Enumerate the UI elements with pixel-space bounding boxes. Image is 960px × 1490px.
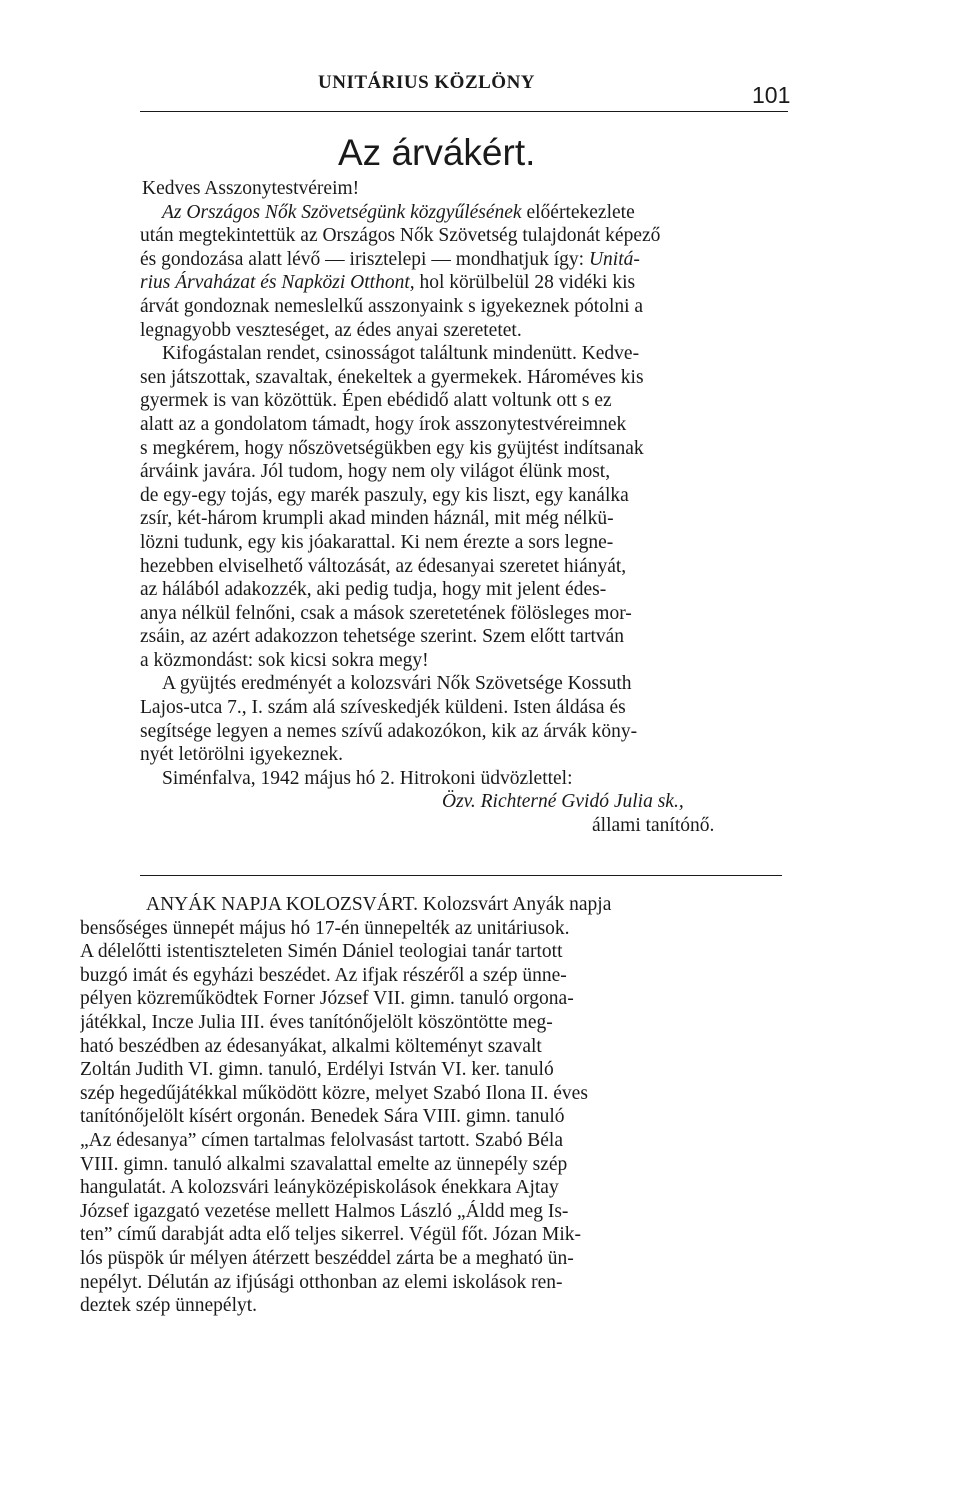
news-line: bensőséges ünnepét május hó 17-én ünnepelték az unitáriusok. [80, 917, 570, 939]
salutation: Kedves Asszonytestvéreim! [142, 178, 360, 199]
paragraph-line: a közmondást: sok kicsi sokra megy! [140, 649, 429, 671]
paragraph-line: gyermek is van közöttük. Épen ebédidő alatt voltunk ott s ez [140, 390, 612, 412]
paragraph-line: legnagyobb veszteséget, az édes anyai szeretetet. [140, 319, 522, 341]
news-line: lós püspök úr mélyen átérzett beszéddel zárta be a megható ün- [80, 1247, 574, 1269]
paragraph-line: az hálából adakozzék, aki pedig tudja, hogy mit jelent édes- [140, 579, 607, 601]
paragraph-line: lözni tudunk, egy kis jóakarattal. Ki nem érezte a sors legne- [140, 531, 614, 553]
paragraph-line: zsír, két-három krumpli akad minden háznál, mit még nélkü- [140, 508, 614, 530]
news-line: ten” című darabját adta elő teljes sikerrel. Végül főt. Józan Mik- [80, 1224, 582, 1246]
section-divider [140, 875, 782, 876]
paragraph-line: és gondozása alatt lévő — irisztelepi — mondhatjuk így: Unitá- [140, 248, 640, 270]
page-number: 101 [752, 82, 791, 108]
paragraph-line: A gyüjtés eredményét a kolozsvári Nők Szövetsége Kossuth [162, 673, 632, 695]
news-line: Zoltán Judith VI. gimn. tanuló, Erdélyi István VI. ker. tanuló [80, 1059, 554, 1081]
header-rule [140, 111, 788, 112]
paragraph-line: s megkérem, hogy nőszövetségükben egy kis gyüjtést indítsanak [140, 437, 644, 459]
paragraph-line: árváink javára. Jól tudom, hogy nem oly világot élünk most, [140, 461, 611, 483]
article-body [140, 177, 788, 838]
paragraph-line: zsáin, az azért adakozzon tehetsége szerint. Szem előtt tartván [140, 626, 625, 648]
paragraph-line: nyét letörölni igyekeznek. [140, 744, 344, 766]
signature: Özv. Richterné Gvidó Julia sk., [442, 791, 684, 813]
paragraph-line: alatt az a gondolatom támadt, hogy írok asszonytestvéreimnek [140, 413, 627, 435]
paragraph-line: után megtekintettük az Országos Nők Szövetség tulajdonát képező [140, 225, 661, 247]
paragraph-line: Az Országos Nők Szövetségünk közgyűlésének előértekezlete [162, 201, 635, 223]
news-line: VIII. gimn. tanuló alkalmi szavalattal emelte az ünnepély szép [80, 1153, 568, 1175]
dateline: Siménfalva, 1942 május hó 2. Hitrokoni üdvözlettel: [162, 767, 573, 789]
paragraph-line: anya nélkül felnőni, csak a mások szeretetének fölösleges mor- [140, 602, 632, 624]
news-line: tanítónőjelölt kísért orgonán. Benedek Sára VIII. gimn. tanuló [80, 1106, 565, 1128]
paragraph-line: de egy-egy tojás, egy marék paszuly, egy kis liszt, egy kanálka [140, 484, 629, 506]
news-line: buzgó imát és egyházi beszédet. Az ifjak részéről a szép ünne- [80, 964, 567, 986]
paragraph-line: Kifogástalan rendet, csinosságot találtunk mindenütt. Kedve- [162, 343, 640, 365]
paragraph-line: hezebben elviselhető változását, az édesanyai szeretet hiányát, [140, 555, 627, 577]
news-line: A délelőtti istentiszteleten Simén Dániel teologiai tanár tartott [80, 941, 563, 963]
journal-title: UNITÁRIUS KÖZLÖNY [318, 72, 536, 93]
paragraph-line: árvát gondoznak nemeslelkű asszonyaink s igyekeznek pótolni a [140, 295, 644, 317]
news-line: játékkal, Incze Julia III. éves tanítónőjelölt köszöntötte meg- [80, 1011, 553, 1033]
article-title: Az árvákért. [338, 132, 536, 173]
paragraph-line: Lajos-utca 7., I. szám alá szíveskedjék küldeni. Isten áldása és [140, 697, 626, 719]
news-line: nepélyt. Délután az ifjúsági otthonban az elemi iskolások ren- [80, 1271, 563, 1293]
paragraph-line: segítsége legyen a nemes szívű adakozókon, kik az árvák köny- [140, 720, 638, 742]
news-item [80, 893, 790, 1318]
paragraph-line: rius Árvaházat és Napközi Otthont, hol körülbelül 28 vidéki kis [140, 272, 636, 294]
news-line: pélyen közreműködtek Forner József VII. gimn. tanuló orgona- [80, 988, 574, 1010]
news-line: ható beszédben az édesanyákat, alkalmi költeményt szavalt [80, 1035, 542, 1057]
paragraph-line: sen játszottak, szavaltak, énekeltek a gyermekek. Hároméves kis [140, 366, 644, 388]
news-headline-line: ANYÁK NAPJA KOLOZSVÁRT. Kolozsvárt Anyák napja [146, 894, 612, 915]
news-line: hangulatát. A kolozsvári leányközépiskolások énekkara Ajtay [80, 1177, 559, 1199]
news-line: deztek szép ünnepélyt. [80, 1295, 258, 1317]
signature-title: állami tanítónő. [592, 815, 715, 837]
news-line: szép hegedűjátékkal működött közre, melyet Szabó Ilona II. éves [80, 1082, 588, 1104]
news-line: József igazgató vezetése mellett Halmos László „Áldd meg Is- [80, 1200, 569, 1222]
news-line: „Az édesanya” címen tartalmas felolvasást tartott. Szabó Béla [80, 1129, 563, 1151]
